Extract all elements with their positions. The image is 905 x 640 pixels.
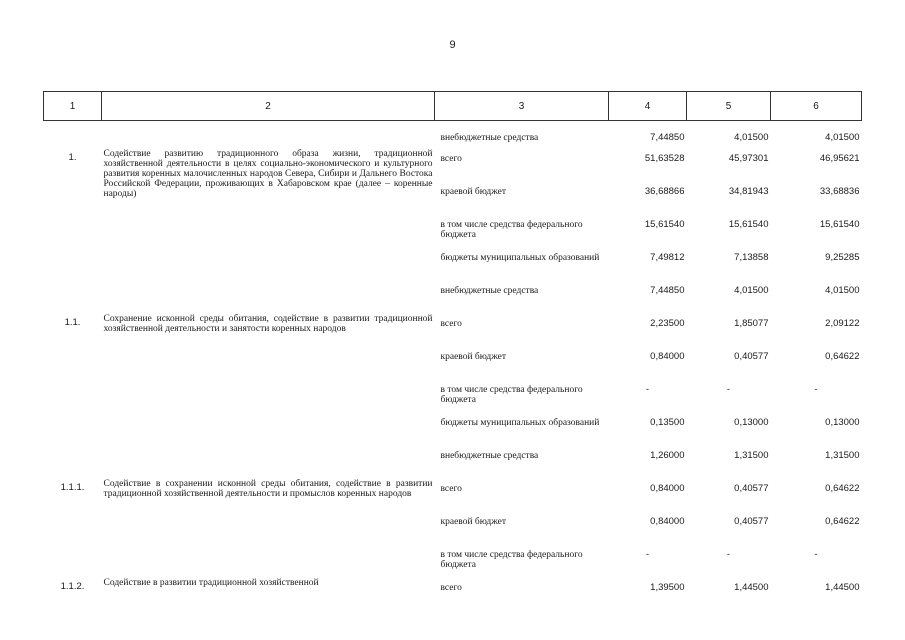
amount-v6: 2,09122 — [825, 318, 860, 329]
funding-source: внебюджетные средства — [440, 451, 539, 461]
amount-v4: 2,23500 — [650, 318, 685, 329]
amount-v6: 4,01500 — [771, 121, 862, 150]
amount-v4: 0,84000 — [650, 516, 685, 527]
amount-v5: - — [726, 384, 731, 395]
amount-v5: 7,13858 — [734, 252, 769, 263]
item-number: 1.1.2. — [60, 581, 85, 592]
amount-v5: 0,40577 — [734, 516, 769, 527]
column-header: 4 — [609, 92, 687, 121]
amount-v5: 1,85077 — [734, 318, 769, 329]
amount-v4: 0,84000 — [650, 351, 685, 362]
amount-v6: 1,44500 — [825, 582, 860, 593]
amount-v5: 34,81943 — [728, 186, 769, 197]
item-number: 1.1.1. — [60, 482, 85, 493]
amount-v4: 51,63528 — [644, 153, 685, 164]
amount-v6: 0,64622 — [825, 351, 860, 362]
item-title — [102, 121, 435, 150]
amount-v5: 0,40577 — [734, 351, 769, 362]
funding-source: всего — [440, 583, 462, 593]
table-row — [44, 314, 862, 347]
amount-v6: - — [814, 549, 818, 560]
amount-v4: 0,13500 — [650, 417, 685, 428]
amount-v4: - — [645, 549, 650, 560]
funding-source: бюджеты муниципальных образований — [440, 418, 600, 428]
funding-source: краевой бюджет — [440, 352, 507, 362]
item-title: Содействие в сохранении исконной среды обитания, содействие в развитии традиционной хозяйственной деятельности и промыслов коренных народов — [103, 479, 433, 499]
item-number — [44, 121, 102, 150]
item-number: 1. — [68, 152, 77, 163]
table-row — [44, 578, 862, 611]
column-header: 2 — [102, 92, 435, 121]
amount-v6: 46,95621 — [819, 153, 860, 164]
funding-source: краевой бюджет — [440, 187, 507, 197]
amount-v6: 4,01500 — [825, 285, 860, 296]
amount-v6: 0,64622 — [825, 516, 860, 527]
amount-v6: 15,61540 — [819, 219, 860, 230]
item-title: Содействие в развитии традиционной хозяйственной — [103, 578, 319, 588]
amount-v4: 7,44850 — [650, 285, 685, 296]
amount-v4: 1,26000 — [650, 450, 685, 461]
amount-v6: 9,25285 — [825, 252, 860, 263]
amount-v5: 0,40577 — [734, 483, 769, 494]
table-row — [44, 479, 862, 512]
amount-v5: 1,44500 — [734, 582, 769, 593]
funding-source: в том числе средства федерального бюджета — [440, 385, 583, 405]
amount-v5: 15,61540 — [728, 219, 769, 230]
column-header: 6 — [771, 92, 862, 121]
funding-source: внебюджетные средства — [440, 286, 539, 296]
amount-v4: 36,68866 — [644, 186, 685, 197]
column-header: 5 — [687, 92, 771, 121]
amount-v5: 4,01500 — [734, 285, 769, 296]
column-header: 3 — [435, 92, 609, 121]
amount-v6: 0,64622 — [825, 483, 860, 494]
item-number: 1.1. — [64, 317, 81, 328]
funding-source: в том числе средства федерального бюджета — [440, 550, 583, 570]
amount-v4: - — [645, 384, 650, 395]
item-title: Содействие развитию традиционного образа жизни, традиционной хозяйственной деятельности в целях социально-экономического и культурного развития коренных малочисленных народов Севера, Сибири и Дальнего Востока Российской Федерации, проживающих в Хабаровском крае (далее – коренные народы) — [103, 149, 433, 199]
page-number: 9 — [449, 39, 456, 51]
funding-source: краевой бюджет — [440, 517, 507, 527]
column-header: 1 — [44, 92, 102, 121]
funding-source: бюджеты муниципальных образований — [440, 253, 600, 263]
table-header-row — [44, 92, 862, 121]
table-body — [44, 121, 862, 612]
amount-v4: 15,61540 — [644, 219, 685, 230]
funding-source: всего — [440, 154, 462, 164]
amount-v5: - — [726, 549, 731, 560]
funding-source: внебюджетные средства — [435, 121, 609, 150]
amount-v5: 0,13000 — [734, 417, 769, 428]
funding-source: в том числе средства федерального бюджета — [440, 220, 583, 240]
item-title: Сохранение исконной среды обитания, содействие в развитии традиционной хозяйственной деятельности и занятости коренных народов — [103, 314, 433, 334]
table-row — [44, 121, 862, 150]
amount-v6: 1,31500 — [825, 450, 860, 461]
funding-source: всего — [440, 484, 462, 494]
amount-v4: 7,44850 — [609, 121, 687, 150]
table-row — [44, 149, 862, 182]
amount-v4: 7,49812 — [650, 252, 685, 263]
amount-v5: 1,31500 — [734, 450, 769, 461]
amount-v4: 0,84000 — [650, 483, 685, 494]
amount-v6: 33,68836 — [819, 186, 860, 197]
amount-v6: 0,13000 — [825, 417, 860, 428]
budget-table — [43, 91, 862, 611]
funding-source: всего — [440, 319, 462, 329]
amount-v6: - — [814, 384, 818, 395]
amount-v4: 1,39500 — [650, 582, 685, 593]
amount-v5: 4,01500 — [687, 121, 771, 150]
amount-v5: 45,97301 — [728, 153, 769, 164]
